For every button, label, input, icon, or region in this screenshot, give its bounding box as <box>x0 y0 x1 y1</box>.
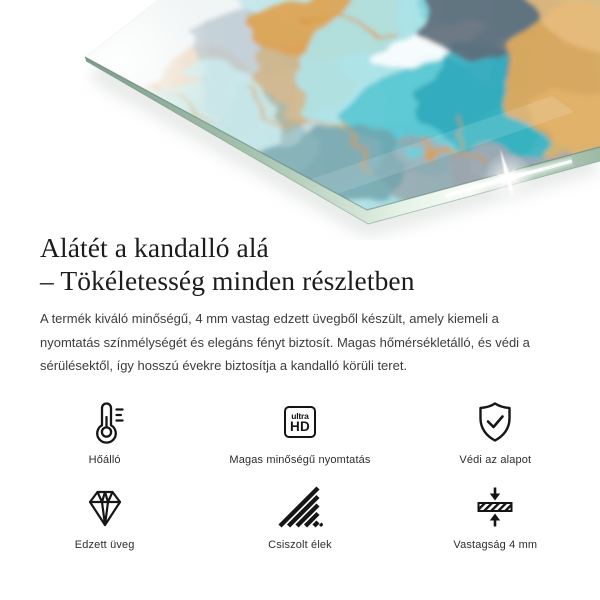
feature-label: Magas minőségű nyomtatás <box>229 454 371 466</box>
page-title-line1: Alátét a kandalló alá <box>40 232 269 263</box>
page-title-line2: – Tökéletesség minden részletben <box>40 265 415 296</box>
feature-label: Védi az alapot <box>459 454 532 466</box>
thickness-compress-icon <box>473 485 517 529</box>
diamond-icon <box>81 485 129 529</box>
feature-tempered-glass <box>7 485 202 552</box>
feature-ultra-hd-print <box>202 400 397 467</box>
ultra-hd-icon-text-top: ultra <box>291 410 309 421</box>
feature-protects-base <box>398 400 593 467</box>
ultra-hd-icon <box>284 400 316 444</box>
features-grid <box>7 400 593 552</box>
feature-heat-resistant <box>7 400 202 467</box>
thermometer-icon <box>83 400 127 444</box>
feature-thickness-4mm <box>398 485 593 552</box>
feature-label: Csiszolt élek <box>268 539 332 551</box>
feature-label: Edzett üveg <box>74 539 135 551</box>
shield-check-icon <box>472 400 518 444</box>
polished-edges-icon <box>277 485 323 529</box>
page-title <box>40 231 415 297</box>
product-photo-glass-hearth-pad <box>0 0 600 240</box>
feature-polished-edges <box>202 485 397 552</box>
product-description: A termék kiváló minőségű, 4 mm vastag edzett üvegből készült, amely kiemeli a nyomtatás színmélységét és elegáns fényt biztosít. Magas hőmérsékletálló, és védi a sérülésektől, így hosszú évekre biztosítja a kandalló körüli teret. <box>40 311 530 373</box>
feature-label: Hőálló <box>88 454 121 466</box>
feature-label: Vastagság 4 mm <box>453 539 538 551</box>
ultra-hd-icon-text-bottom: HD <box>290 418 310 434</box>
